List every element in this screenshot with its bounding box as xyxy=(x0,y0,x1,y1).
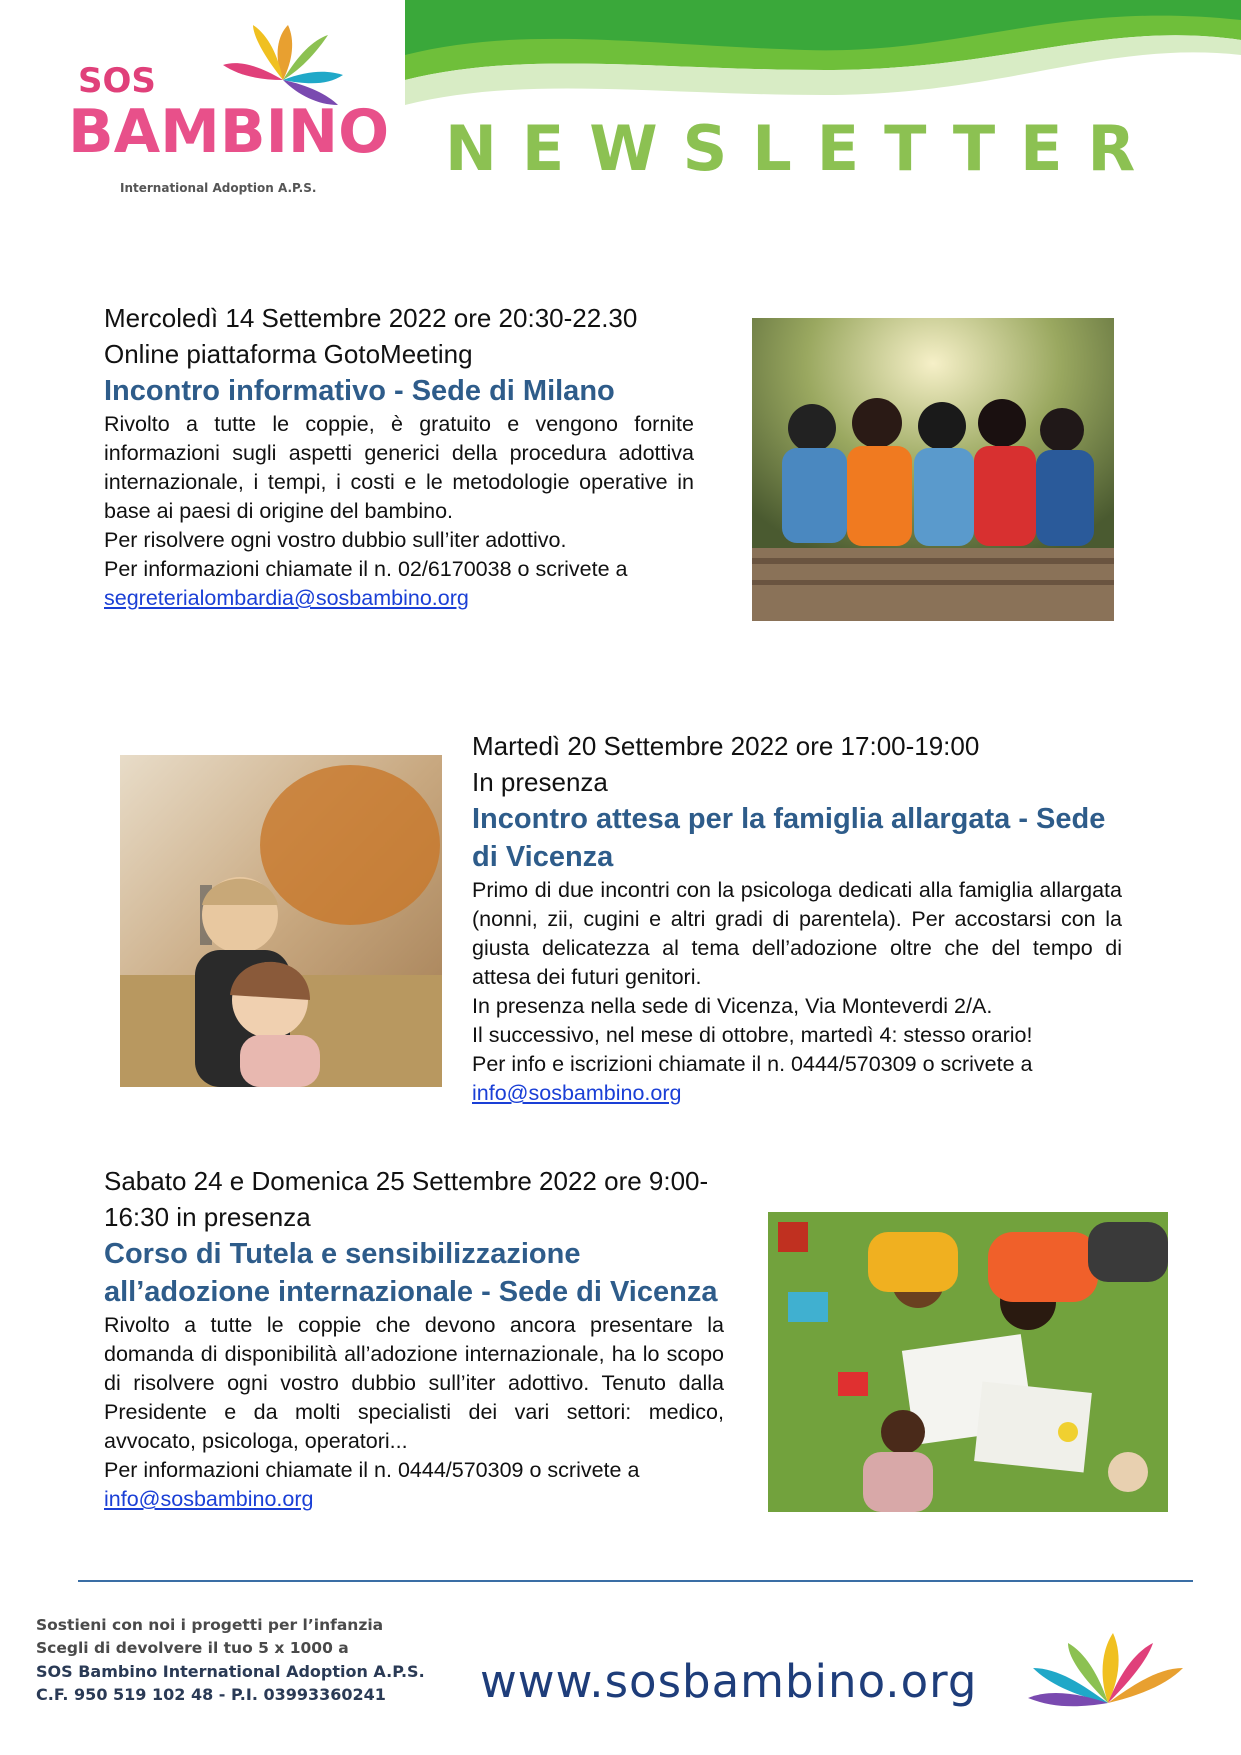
footer-line-4: C.F. 950 519 102 48 - P.I. 03993360241 xyxy=(36,1685,386,1704)
event-2-photo-children xyxy=(120,755,442,1087)
event-3-body xyxy=(104,1311,724,1514)
footer-support-text xyxy=(36,1614,425,1706)
event-2-paragraph: In presenza nella sede di Vicenza, Via Monteverdi 2/A. xyxy=(472,994,993,1018)
event-3-date: Sabato 24 e Domenica 25 Settembre 2022 ore 9:00-16:30 in presenza xyxy=(104,1166,709,1232)
event-3-paragraph: Rivolto a tutte le coppie che devono ancora presentare la domanda di disponibilità all’adozione internazionale, ha lo scopo di risolvere ogni vostro dubbio sull’iter adottivo. Tenuto dalla Presidente e da molti specialisti dei vari settori: medico, avvocato, psicologa, operatori... xyxy=(104,1313,724,1453)
logo-line1: SOS xyxy=(78,61,156,101)
event-3-title: Corso di Tutela e sensibilizzazione all’adozione internazionale - Sede di Vicenza xyxy=(104,1238,718,1308)
event-3 xyxy=(104,1163,724,1514)
header-green-waves xyxy=(405,0,1241,110)
footer-line-2: Scegli di devolvere il tuo 5 x 1000 a xyxy=(36,1639,349,1657)
event-3-photo-children-playing xyxy=(768,1212,1168,1512)
event-1-body xyxy=(104,410,694,613)
footer-flower-logo-icon xyxy=(1018,1608,1198,1718)
event-2-email-link[interactable]: info@sosbambino.org xyxy=(472,1081,682,1105)
event-1-date: Mercoledì 14 Settembre 2022 ore 20:30-22.30 xyxy=(104,303,638,333)
footer-website-link[interactable]: www.sosbambino.org xyxy=(480,1655,978,1708)
event-1-paragraph: Per informazioni chiamate il n. 02/6170038 o scrivete a xyxy=(104,557,628,581)
event-2-location: In presenza xyxy=(472,767,608,797)
event-2-paragraph: Primo di due incontri con la psicologa dedicati alla famiglia allargata (nonni, zii, cugini e altri gradi di parentela). Per accostarsi con la giusta delicatezza al tema dell’adozione oltre che del tempo di attesa dei futuri genitori. xyxy=(472,878,1122,989)
footer-divider xyxy=(78,1580,1193,1582)
event-2-date: Martedì 20 Settembre 2022 ore 17:00-19:00 xyxy=(472,731,980,761)
event-2-paragraph: Per info e iscrizioni chiamate il n. 0444/570309 o scrivete a xyxy=(472,1052,1033,1076)
event-1-paragraph: Per risolvere ogni vostro dubbio sull’iter adottivo. xyxy=(104,528,567,552)
footer-line-3: SOS Bambino International Adoption A.P.S. xyxy=(36,1662,425,1681)
sos-bambino-logo xyxy=(58,20,418,205)
newsletter-title: NEWSLETTER xyxy=(445,112,1161,185)
event-3-email-link[interactable]: info@sosbambino.org xyxy=(104,1487,314,1511)
event-2-paragraph: Il successivo, nel mese di ottobre, martedì 4: stesso orario! xyxy=(472,1023,1033,1047)
event-1-location: Online piattaforma GotoMeeting xyxy=(104,339,473,369)
event-2 xyxy=(472,728,1122,1108)
event-1-email-link[interactable]: segreterialombardia@sosbambino.org xyxy=(104,586,469,610)
event-1-title: Incontro informativo - Sede di Milano xyxy=(104,375,615,407)
event-2-body xyxy=(472,876,1122,1108)
event-1-paragraph: Rivolto a tutte le coppie, è gratuito e vengono fornite informazioni sugli aspetti generici della procedura adottiva internazionale, i tempi, i costi e le metodologie operative in base ai paesi di origine del bambino. xyxy=(104,412,694,523)
logo-line2: BAMBINO xyxy=(68,97,390,167)
footer-line-1: Sostieni con noi i progetti per l’infanzia xyxy=(36,1616,384,1634)
event-1-photo-children xyxy=(752,318,1114,621)
event-1 xyxy=(104,300,694,613)
flower-logo-icon xyxy=(223,25,343,105)
event-3-paragraph: Per informazioni chiamate il n. 0444/570309 o scrivete a xyxy=(104,1458,640,1482)
logo-tagline: International Adoption A.P.S. xyxy=(120,181,317,195)
event-2-title: Incontro attesa per la famiglia allargata - Sede di Vicenza xyxy=(472,803,1106,873)
